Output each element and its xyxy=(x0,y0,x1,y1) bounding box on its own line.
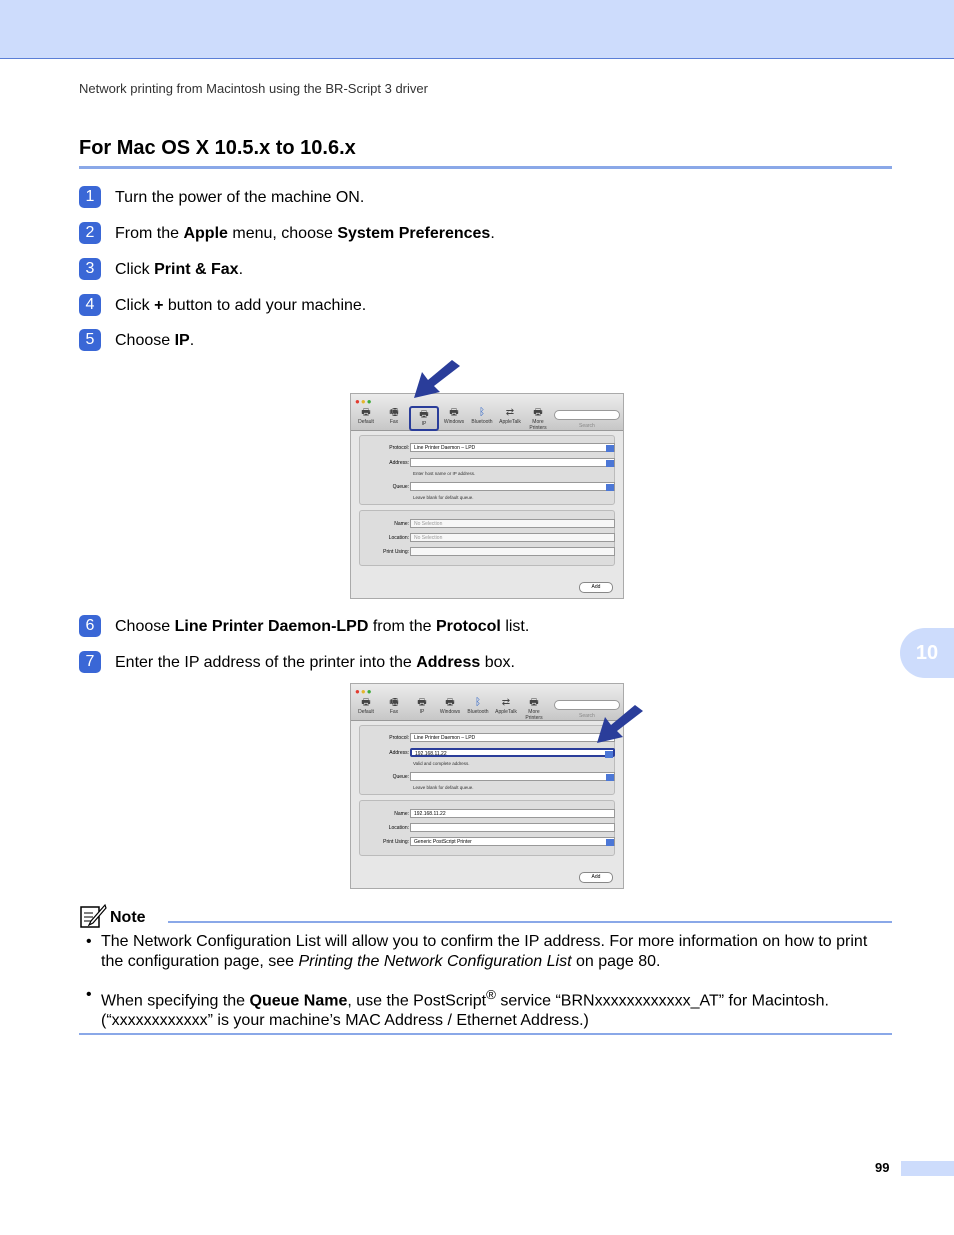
step-number: 5 xyxy=(79,329,101,351)
protocol-label: Protocol: xyxy=(389,735,409,741)
queue-label: Queue: xyxy=(392,774,409,780)
toolbar-default[interactable]: 🖶 Default xyxy=(353,696,379,721)
note-text: When specifying the Queue Name, use the PostScript® service “BRNxxxxxxxxxxxx_AT” for Macintosh. (“xxxxxxxxxxxx” is your machine’s MAC Address / Ethernet Address.) xyxy=(101,987,829,1030)
step-number: 4 xyxy=(79,294,101,316)
queue-label: Queue: xyxy=(392,484,409,490)
toolbar-windows[interactable]: 🖶 Windows xyxy=(437,696,463,721)
globe-printer-icon: 🖶 xyxy=(419,409,429,420)
step-number: 1 xyxy=(79,186,101,208)
printer-icon: 🖶 xyxy=(529,697,539,708)
bluetooth-icon: ᛒ xyxy=(475,697,481,708)
toolbar-windows[interactable]: 🖶 Windows xyxy=(441,406,467,431)
toolbar-fax[interactable]: 🖷 Fax xyxy=(381,406,407,431)
toolbar-bluetooth[interactable]: ᛒ Bluetooth xyxy=(469,406,495,431)
search-input[interactable] xyxy=(554,410,620,420)
printer-icon: 🖶 xyxy=(449,407,459,418)
bluetooth-icon: ᛒ xyxy=(479,407,485,418)
screenshot-ip-dialog-1 xyxy=(350,393,624,599)
toolbar-ip[interactable]: 🖶 IP xyxy=(409,406,439,431)
printer-icon: 🖶 xyxy=(445,697,455,708)
toolbar-more-printers[interactable]: 🖶 More Printers xyxy=(521,696,547,721)
globe-printer-icon: 🖶 xyxy=(417,697,427,708)
search-label: Search xyxy=(579,423,595,429)
toolbar-ip[interactable]: 🖶 IP xyxy=(409,696,435,721)
address-label: Address: xyxy=(389,460,409,466)
step-text: Enter the IP address of the printer into the Address box. xyxy=(115,654,515,671)
print-using-select[interactable]: Generic PostScript Printer xyxy=(410,837,615,846)
name-label: Name: xyxy=(394,521,409,527)
appletalk-icon: ⇄ xyxy=(501,697,511,708)
toolbar-more-printers[interactable]: 🖶 More Printers xyxy=(525,406,551,431)
name-field[interactable]: 192.168.11.22 xyxy=(410,809,615,818)
chapter-tab: 10 xyxy=(900,628,954,678)
queue-hint: Leave blank for default queue. xyxy=(413,785,474,790)
step-text: Choose Line Printer Daemon-LPD from the Protocol list. xyxy=(115,618,530,635)
pointer-arrow-icon xyxy=(410,360,462,402)
popup-arrow-icon xyxy=(605,751,613,758)
note-heading: Note xyxy=(110,909,146,926)
window-controls: ●●● xyxy=(355,397,373,406)
section-rule xyxy=(79,166,892,169)
page-number: 99 xyxy=(875,1160,890,1175)
popup-arrow-icon xyxy=(606,774,614,781)
step-text: Click + button to add your machine. xyxy=(115,297,367,314)
printer-icon: 🖶 xyxy=(361,697,371,708)
queue-field[interactable] xyxy=(410,772,615,781)
address-hint: Valid and complete address. xyxy=(413,761,470,766)
toolbar-default[interactable]: 🖶 Default xyxy=(353,406,379,431)
queue-hint: Leave blank for default queue. xyxy=(413,495,474,500)
popup-arrow-icon xyxy=(606,445,614,452)
printer-icon: 🖶 xyxy=(361,407,371,418)
note-text: The Network Configuration List will allow you to confirm the IP address. For more information on how to print the configuration page, see Printing the Network Configuration List on page 80. xyxy=(101,933,868,970)
fax-icon: 🖷 xyxy=(389,697,399,708)
bullet-dot: • xyxy=(86,986,92,1003)
note-bottom-rule xyxy=(79,1033,892,1035)
add-button[interactable]: Add xyxy=(579,872,613,883)
bullet-dot: • xyxy=(86,933,92,950)
location-label: Location: xyxy=(388,535,409,541)
toolbar-appletalk[interactable]: ⇄ AppleTalk xyxy=(493,696,519,721)
popup-arrow-icon xyxy=(606,484,614,491)
step-text: From the Apple menu, choose System Preferences. xyxy=(115,225,495,242)
step-number: 3 xyxy=(79,258,101,280)
section-title: For Mac OS X 10.5.x to 10.6.x xyxy=(79,137,356,159)
queue-field[interactable] xyxy=(410,482,615,491)
print-using-label: Print Using: xyxy=(383,549,409,555)
toolbar-appletalk[interactable]: ⇄ AppleTalk xyxy=(497,406,523,431)
print-using-label: Print Using: xyxy=(383,839,409,845)
toolbar-bluetooth[interactable]: ᛒ Bluetooth xyxy=(465,696,491,721)
note-pencil-icon xyxy=(79,903,107,929)
popup-arrow-icon xyxy=(606,460,614,467)
toolbar-fax[interactable]: 🖷 Fax xyxy=(381,696,407,721)
location-field[interactable]: No Selection xyxy=(410,533,615,542)
fax-icon: 🖷 xyxy=(389,407,399,418)
window-controls: ●●● xyxy=(355,687,373,696)
step-number: 7 xyxy=(79,651,101,673)
top-band xyxy=(0,0,954,59)
running-header: Network printing from Macintosh using the BR-Script 3 driver xyxy=(79,81,428,96)
name-label: Name: xyxy=(394,811,409,817)
location-field[interactable] xyxy=(410,823,615,832)
step-text: Click Print & Fax. xyxy=(115,261,244,278)
printer-info-box xyxy=(359,510,615,566)
protocol-box xyxy=(359,435,615,505)
search-label: Search xyxy=(579,713,595,719)
protocol-select[interactable]: Line Printer Daemon – LPD xyxy=(410,733,615,742)
page-bar xyxy=(901,1161,954,1176)
address-field[interactable]: 192.168.11.22 xyxy=(410,748,615,757)
printer-icon: 🖶 xyxy=(533,407,543,418)
step-text: Turn the power of the machine ON. xyxy=(115,189,365,206)
appletalk-icon: ⇄ xyxy=(505,407,515,418)
protocol-select[interactable]: Line Printer Daemon – LPD xyxy=(410,443,615,452)
address-label: Address: xyxy=(389,750,409,756)
print-using-select[interactable] xyxy=(410,547,615,556)
note-top-rule xyxy=(168,921,892,923)
add-button[interactable]: Add xyxy=(579,582,613,593)
step-text: Choose IP. xyxy=(115,332,195,349)
address-field[interactable] xyxy=(410,458,615,467)
printer-info-box xyxy=(359,800,615,856)
location-label: Location: xyxy=(388,825,409,831)
screenshot-ip-dialog-2 xyxy=(350,683,624,889)
pointer-arrow-icon xyxy=(593,705,645,747)
name-field[interactable]: No Selection xyxy=(410,519,615,528)
protocol-label: Protocol: xyxy=(389,445,409,451)
protocol-box xyxy=(359,725,615,795)
step-number: 2 xyxy=(79,222,101,244)
step-number: 6 xyxy=(79,615,101,637)
popup-arrow-icon xyxy=(606,839,614,846)
address-hint: Enter host name or IP address. xyxy=(413,471,476,476)
